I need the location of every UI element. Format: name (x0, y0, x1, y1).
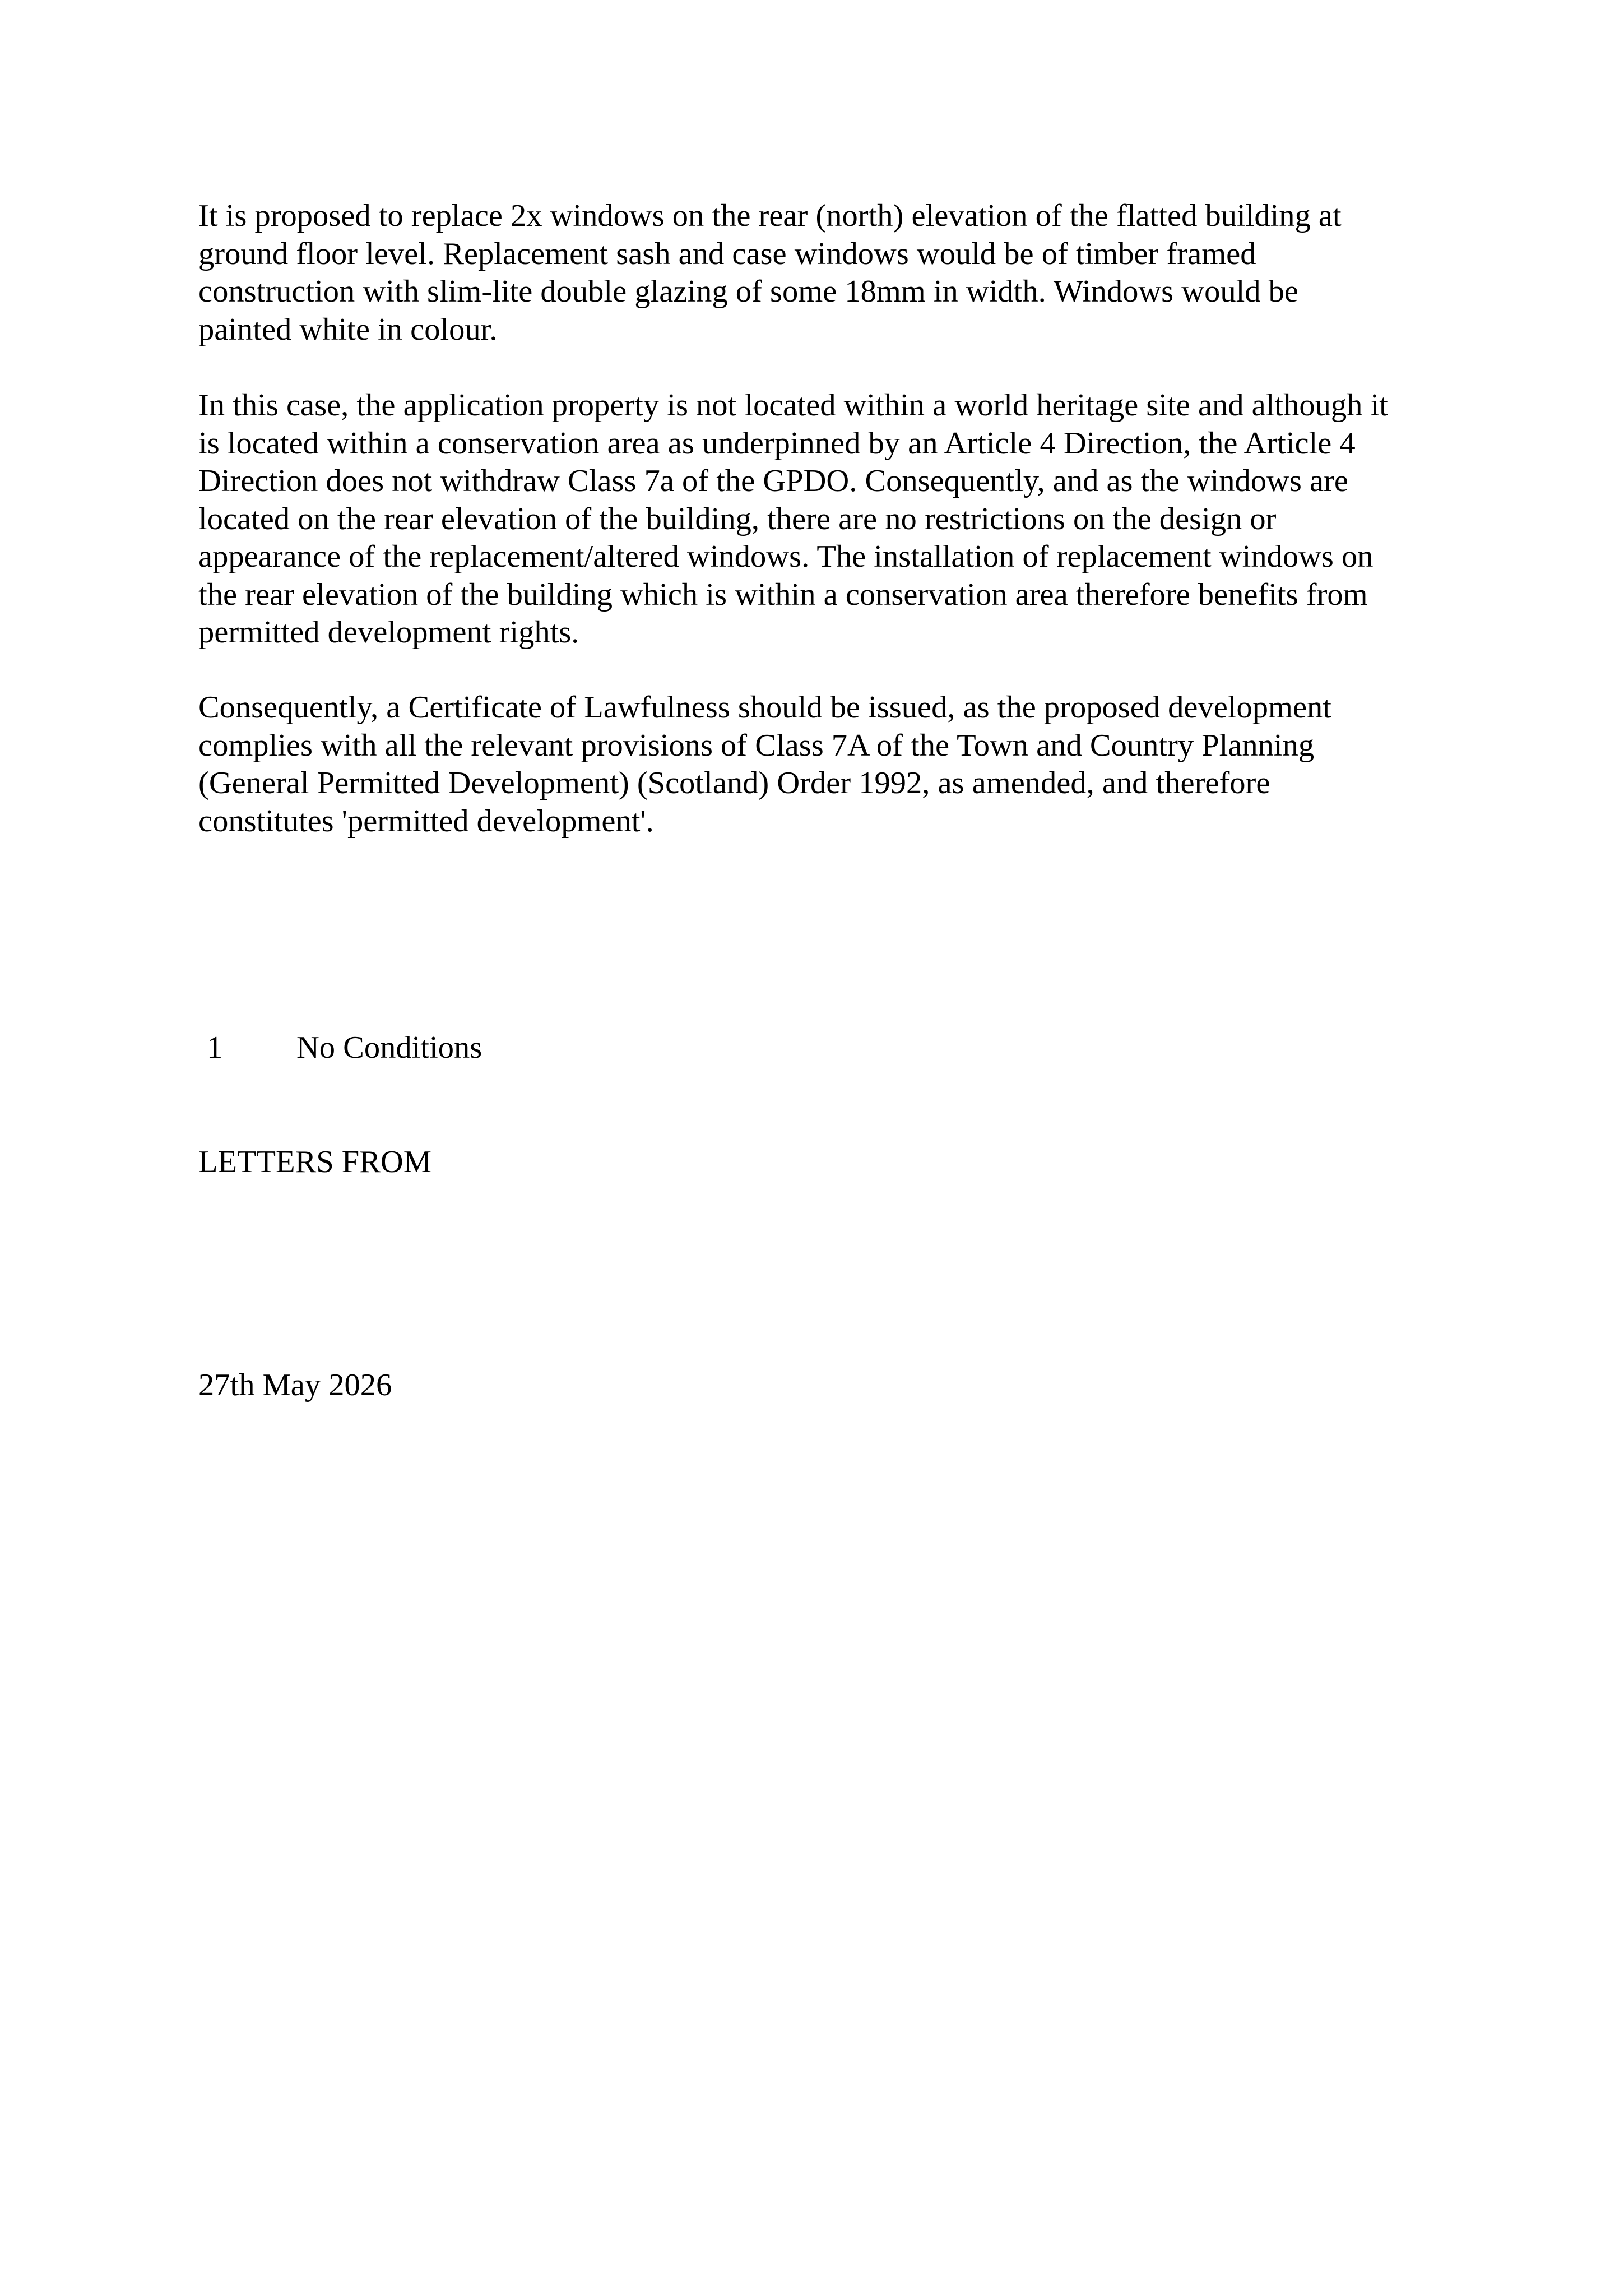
paragraph-line: appearance of the replacement/altered windows. The installation of replacement windows on (198, 539, 1374, 574)
paragraph-conclusion (198, 689, 1454, 840)
letters-from-heading: LETTERS FROM (198, 1145, 431, 1179)
paragraph-line: permitted development rights. (198, 615, 579, 650)
paragraph-line: is located within a conservation area as underpinned by an Article 4 Direction, the Article 4 (198, 425, 1356, 461)
paragraph-line: construction with slim-lite double glazing of some 18mm in width. Windows would be (198, 274, 1298, 309)
paragraph-line: Direction does not withdraw Class 7a of the GPDO. Consequently, and as the windows are (198, 464, 1348, 498)
paragraph-line: In this case, the application property is not located within a world heritage site and although it (198, 388, 1388, 423)
paragraph-proposal (198, 197, 1454, 349)
paragraph-line: painted white in colour. (198, 312, 498, 347)
report-date: 27th May 2026 (198, 1368, 392, 1402)
condition-number: 1 (207, 1030, 223, 1065)
paragraph-line: complies with all the relevant provisions of Class 7A of the Town and Country Planning (198, 728, 1315, 763)
paragraph-line: Consequently, a Certificate of Lawfulness should be issued, as the proposed development (198, 690, 1331, 725)
paragraph-line: located on the rear elevation of the building, there are no restrictions on the design or (198, 501, 1277, 536)
condition-text: No Conditions (296, 1030, 482, 1065)
paragraph-line: the rear elevation of the building which is within a conservation area therefore benefits from (198, 577, 1368, 612)
paragraph-assessment (198, 387, 1454, 652)
paragraph-line: constitutes 'permitted development'. (198, 803, 654, 839)
paragraph-line: (General Permitted Development) (Scotland) Order 1992, as amended, and therefore (198, 766, 1270, 800)
paragraph-line: It is proposed to replace 2x windows on the rear (north) elevation of the flatted building at (198, 198, 1342, 233)
paragraph-line: ground floor level. Replacement sash and case windows would be of timber framed (198, 236, 1256, 271)
